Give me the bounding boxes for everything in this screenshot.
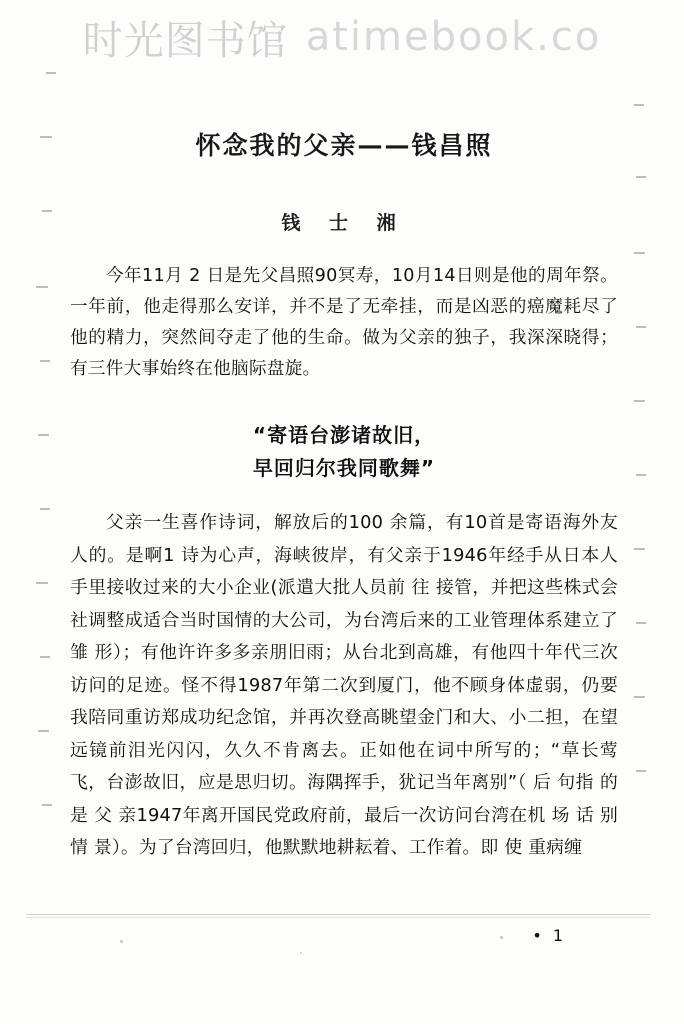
watermark-chinese-text: 时光图书馆 — [82, 17, 288, 64]
scan-edge-mark — [46, 72, 56, 74]
page-bottom-rule — [26, 914, 650, 915]
intro-paragraph: 今年11月 2 日是先父昌照90冥寿，10月14日则是他的周年祭。一年前，他走得那么安详，并不是了无牵挂，而是凶恶的癌魔耗尽了他的精力，突然间夺走了他的生命。做为父亲的独子，我深深晓得；有三件大事始终在他脑际盘旋。 — [70, 266, 618, 379]
poem-line-1: “寄语台澎诸故旧， — [252, 423, 436, 447]
page-number — [70, 926, 618, 945]
scan-edge-mark — [42, 804, 52, 806]
scan-edge-mark — [40, 360, 50, 362]
poem-quote — [70, 419, 618, 485]
document-content — [70, 108, 618, 945]
scan-edge-mark — [36, 286, 48, 288]
page-number-dot: • — [532, 926, 545, 945]
scan-speckle — [120, 940, 123, 943]
scan-edge-mark — [636, 622, 646, 624]
scan-speckle — [300, 952, 302, 954]
scan-edge-mark — [634, 548, 645, 550]
scan-edge-mark — [40, 136, 52, 138]
scan-edge-mark — [634, 696, 645, 698]
body-paragraph: 父亲一生喜作诗词，解放后的100 余篇，有10首是寄语海外友人的。是啊1 诗为心声，海峡彼岸，有父亲于1946年经手从日本人手里接收过来的大小企业(派遣大批人员前 往 接管，并把这些株式会社调整成适合当时国情的大公司，为台湾后来的工业管理体系建立了雏 形）；有他许许多多亲朋旧雨；从台北到高雄，有他四十年代三次访问的足迹。怪不得1987年第二次到厦门，他不顾身体虚弱，仍要我陪同重访郑成功纪念馆，并再次登高眺望金门和大、小二担，在望远镜前泪光闪闪，久久不肯离去。正如他在词中所写的；“草长莺飞，台澎故旧，应是思归切。海隅挥手，犹记当年离别”（ 后 句指 的 是 父 亲1947年离开国民党政府前，最后一次访问台湾在机 场 话 别 情 景）。为了台湾回归，他默默地耕耘着、工作着。即 使 重病缠 — [70, 512, 618, 858]
scan-edge-mark — [634, 104, 644, 106]
scan-speckle — [500, 936, 503, 939]
scan-edge-mark — [634, 400, 645, 402]
scan-edge-mark — [42, 210, 52, 212]
scan-edge-mark — [636, 326, 646, 328]
scan-edge-mark — [38, 434, 49, 436]
scan-edge-mark — [636, 770, 646, 772]
scan-edge-mark — [38, 730, 49, 732]
page-number-value: 1 — [552, 926, 566, 945]
watermark-latin-text: atimebook.co — [305, 14, 602, 60]
author-byline: 钱 士 湘 — [281, 212, 407, 234]
page-title: 怀念我的父亲——钱昌照 — [195, 131, 493, 160]
scan-edge-mark — [40, 508, 50, 510]
poem-line-2: 早回归尔我同歌舞” — [252, 456, 436, 480]
scan-edge-mark — [36, 582, 48, 584]
scan-edge-mark — [634, 252, 645, 254]
page-bottom-rule-shadow — [26, 917, 650, 918]
scan-edge-mark — [636, 176, 646, 178]
scan-edge-mark — [636, 474, 646, 476]
scan-edge-mark — [40, 656, 50, 658]
